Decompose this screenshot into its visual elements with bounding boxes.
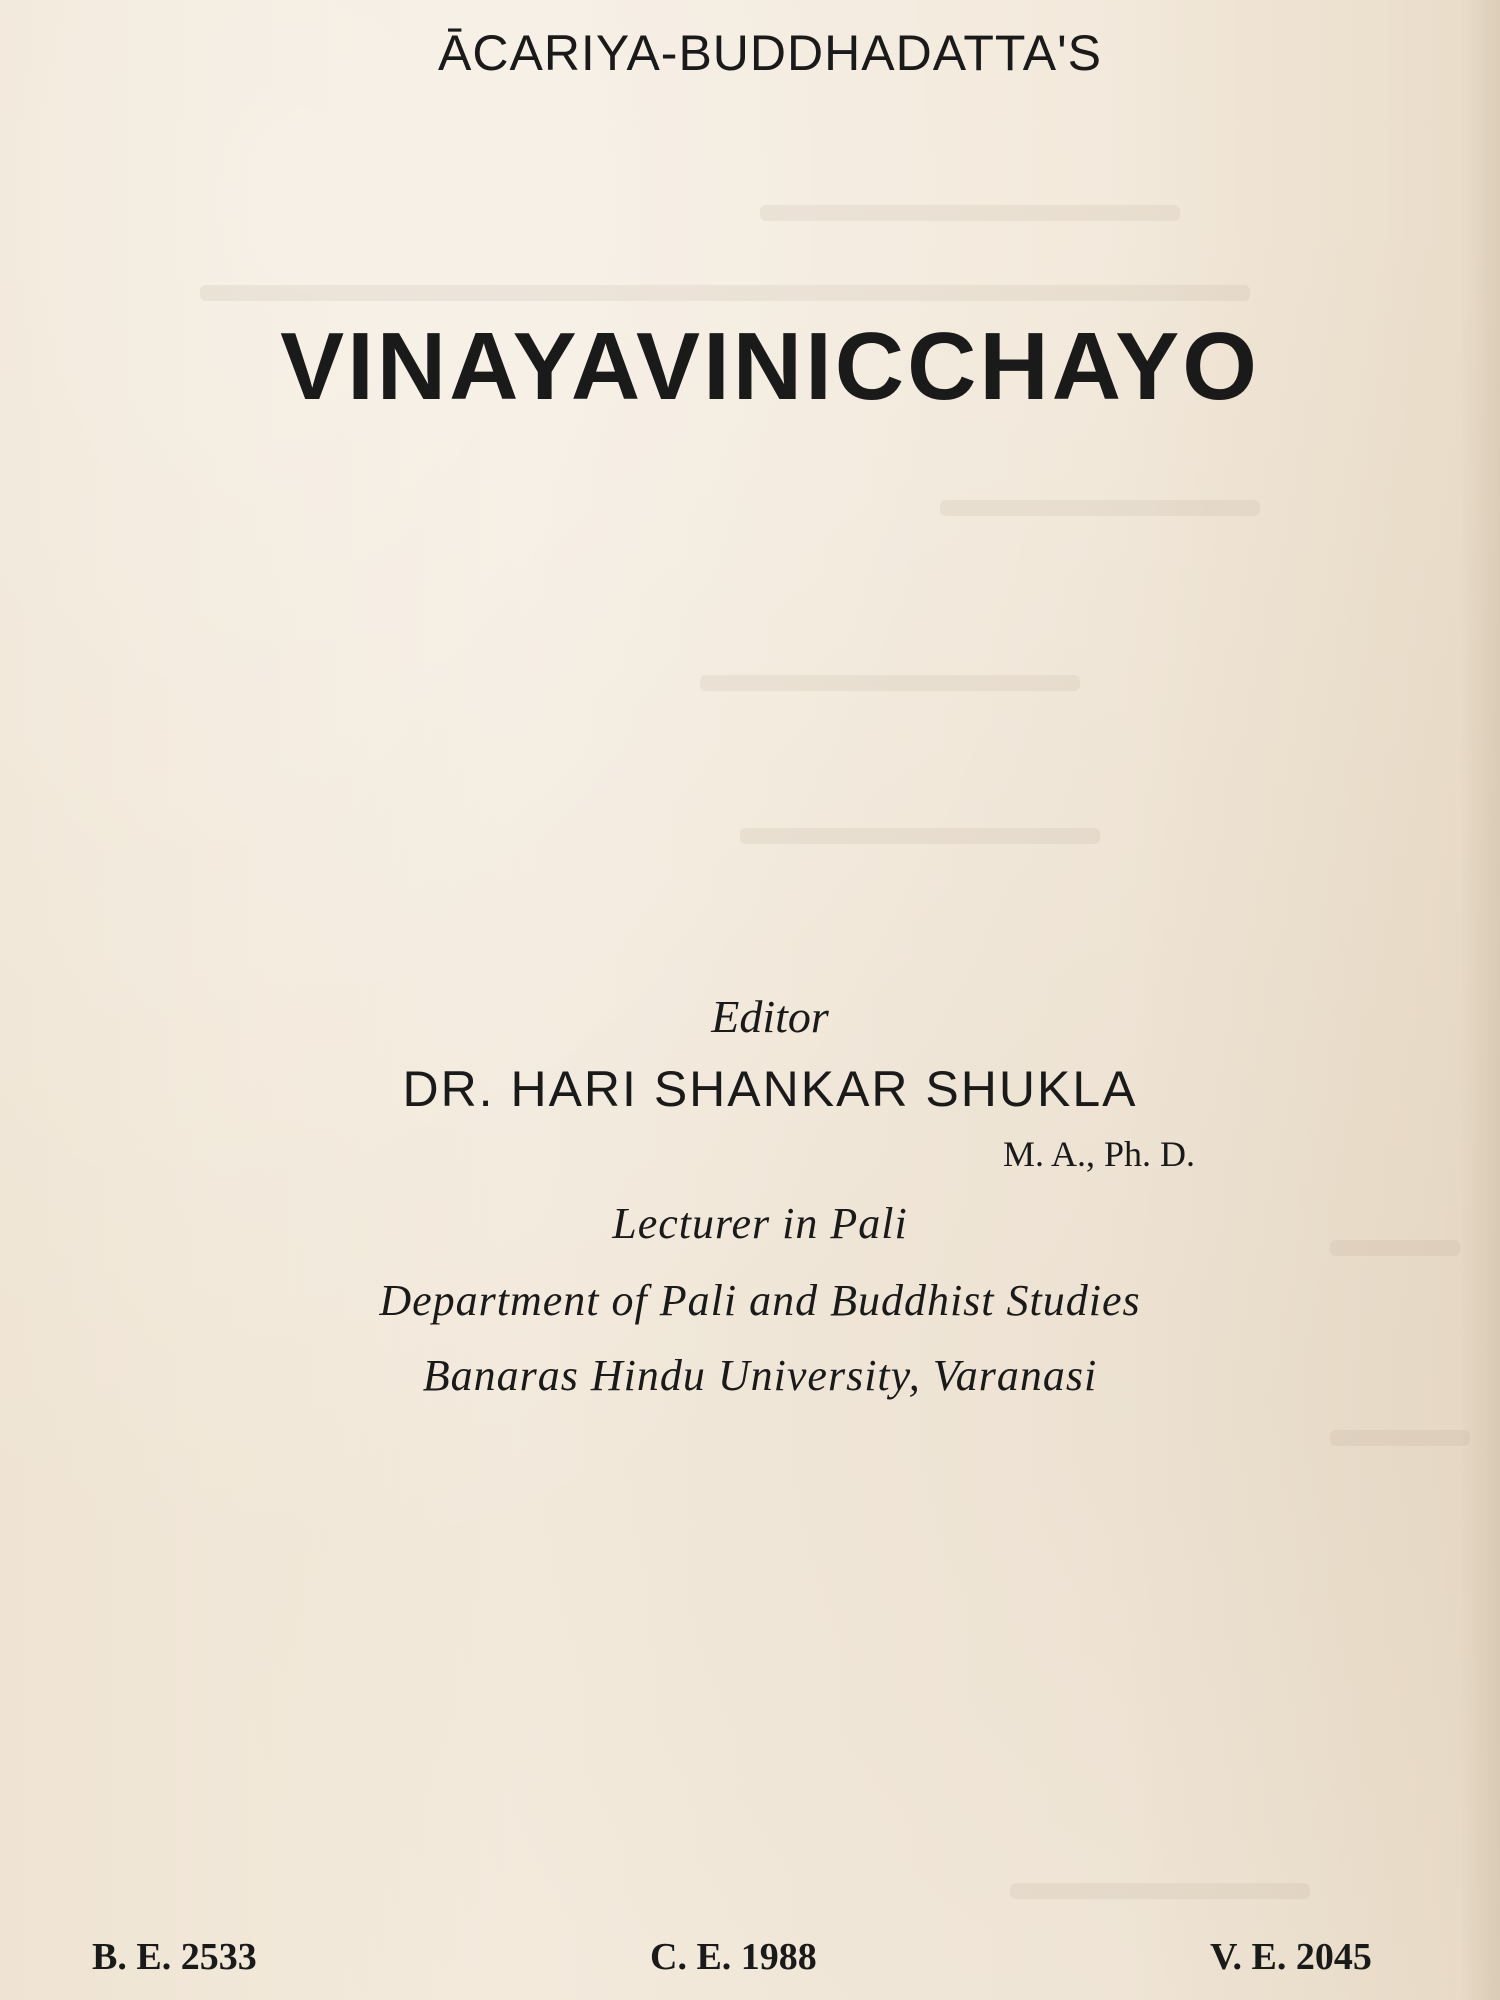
buddhist-era-date: B. E. 2533 bbox=[92, 1936, 257, 1978]
editor-degrees: M. A., Ph. D. bbox=[1002, 1134, 1195, 1174]
vikram-era-date: V. E. 2045 bbox=[1210, 1936, 1372, 1978]
editor-department: Department of Pali and Buddhist Studies bbox=[379, 1276, 1141, 1325]
common-era-date: C. E. 1988 bbox=[650, 1936, 817, 1978]
book-title: VINAYAVINICCHAYO bbox=[280, 313, 1260, 420]
show-through-mark bbox=[740, 828, 1100, 844]
editor-position: Lecturer in Pali bbox=[612, 1199, 908, 1248]
series-heading: ĀCARIYA-BUDDHADATTA'S bbox=[438, 25, 1102, 81]
show-through-mark bbox=[700, 675, 1080, 691]
show-through-mark bbox=[200, 285, 1250, 301]
show-through-mark bbox=[940, 500, 1260, 516]
editor-university: Banaras Hindu University, Varanasi bbox=[422, 1351, 1098, 1400]
show-through-mark bbox=[760, 205, 1180, 221]
editor-name: DR. HARI SHANKAR SHUKLA bbox=[402, 1061, 1138, 1117]
editor-label: Editor bbox=[711, 991, 829, 1042]
show-through-mark bbox=[1010, 1883, 1310, 1899]
show-through-mark bbox=[1330, 1430, 1470, 1446]
